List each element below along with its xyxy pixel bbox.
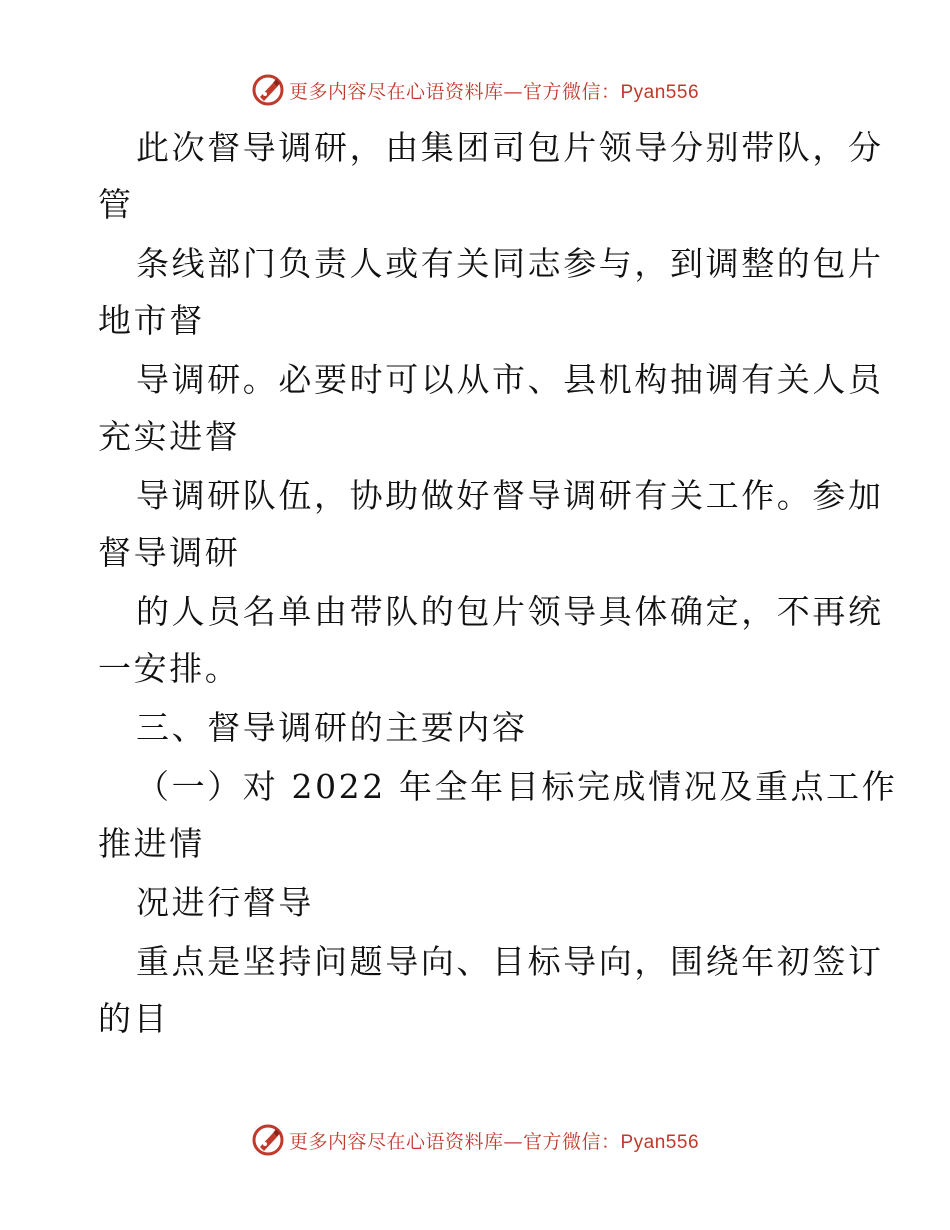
text-line: 推进情	[98, 824, 205, 863]
text-line: 督导调研	[98, 533, 241, 572]
banner-contact: Pyan556	[620, 1131, 700, 1153]
text-line: 充实进督	[98, 417, 241, 456]
text-line: 况进行督导	[136, 883, 314, 922]
pen-nib-seal-icon	[251, 1123, 285, 1157]
text-line: 导调研队伍，协助做好督导调研有关工作。参加	[136, 476, 884, 515]
text-line: 管	[98, 185, 134, 224]
text-line: 地市督	[98, 301, 205, 340]
text-line: 导调研。必要时可以从市、县机构抽调有关人员	[136, 360, 884, 399]
footer-banner	[0, 1120, 950, 1160]
section-heading: 三、督导调研的主要内容	[136, 708, 528, 747]
subsection-heading: （一）对 2022 年全年目标完成情况及重点工作	[136, 767, 898, 806]
banner-contact: Pyan556	[620, 81, 700, 103]
text-line: 重点是坚持问题导向、目标导向，围绕年初签订	[136, 942, 884, 981]
header-banner	[0, 70, 950, 110]
text-line: 条线部门负责人或有关同志参与，到调整的包片	[136, 244, 884, 283]
text-line: 一安排。	[98, 649, 241, 688]
banner-text: 更多内容尽在心语资料库—官方微信：Pyan556	[288, 1130, 700, 1153]
text-line: 的目	[98, 999, 170, 1038]
banner-text: 更多内容尽在心语资料库—官方微信：Pyan556	[288, 80, 700, 103]
pen-nib-seal-icon	[251, 73, 285, 107]
text-line: 的人员名单由带队的包片领导具体确定，不再统	[136, 592, 884, 631]
text-line: 此次督导调研，由集团司包片领导分别带队，分	[136, 128, 884, 167]
